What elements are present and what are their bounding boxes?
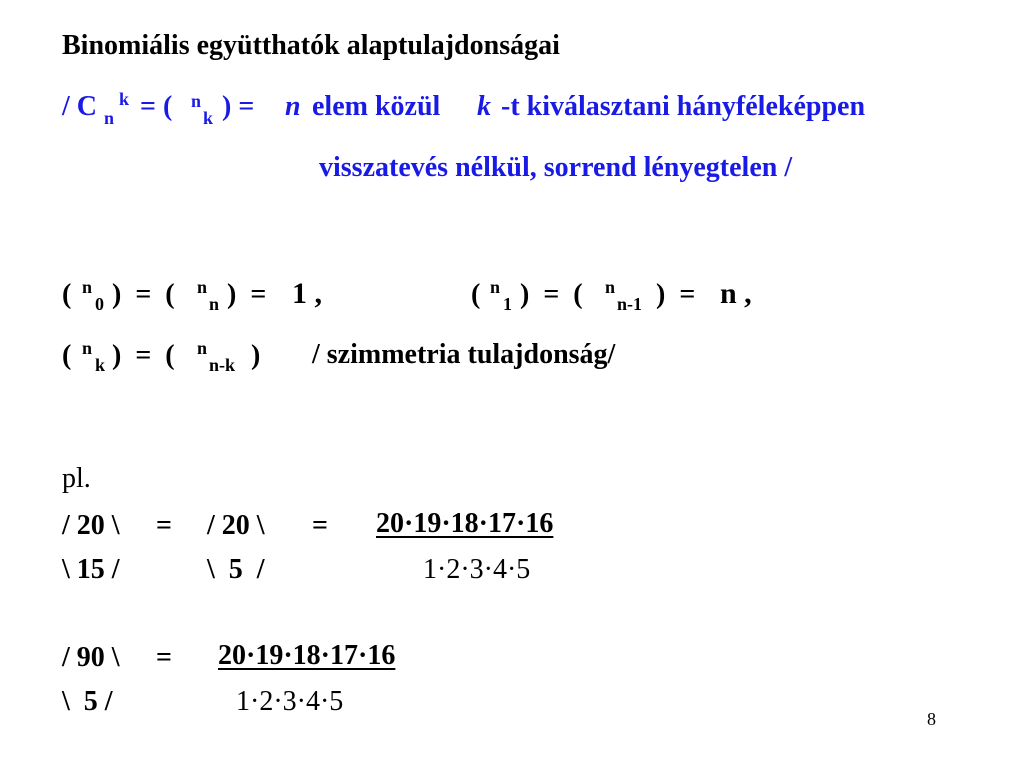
- ex1-numerator: 20·19·18·17·16: [376, 508, 554, 539]
- definition-var-k: k: [477, 91, 491, 122]
- p1-binom1-bottom: 0: [95, 294, 104, 314]
- s-binom1-bottom: k: [95, 355, 106, 375]
- p2-binom2-top: n: [605, 277, 616, 297]
- p1-binom2-top: n: [197, 277, 208, 297]
- ex2-row1-a: / 90 \: [62, 642, 120, 673]
- slide-title: Binomiális együtthatók alaptulajdonságai: [62, 30, 560, 61]
- p1-binom2-bottom: n: [209, 294, 220, 314]
- s-paren-open: (: [62, 340, 72, 371]
- p1-result: 1 ,: [292, 277, 322, 310]
- p2-eq1: ) = (: [520, 279, 583, 310]
- ex1-row1-b: / 20 \: [207, 510, 265, 541]
- example-label: pl.: [62, 463, 91, 494]
- definition-eq-open: = (: [140, 91, 173, 122]
- definition-var-n: n: [285, 91, 301, 122]
- definition-binom-top: n: [191, 91, 202, 111]
- definition-binom-bottom: k: [203, 108, 214, 128]
- definition-text-2: -t kiválasztani hányféleképpen: [501, 91, 866, 122]
- definition-lead: / C: [62, 91, 97, 122]
- p1-eq2: ) =: [227, 279, 274, 310]
- definition-c-sub: n: [104, 108, 115, 128]
- ex2-numerator: 20·19·18·17·16: [218, 640, 396, 671]
- p1-binom1-top: n: [82, 277, 93, 297]
- ex2-denominator: 1·2·3·4·5: [236, 686, 344, 717]
- ex1-row1-eq2: =: [312, 510, 328, 541]
- p1-eq1: ) = (: [112, 279, 175, 310]
- definition-text-1: elem közül: [312, 91, 441, 122]
- ex1-row1-eq: =: [156, 510, 172, 541]
- p2-paren-open: (: [471, 279, 481, 310]
- definition-c-sup: k: [119, 89, 130, 109]
- s-paren-close: ): [251, 340, 261, 371]
- ex2-row2-a: \ 5 /: [62, 686, 113, 717]
- p2-result: n ,: [720, 277, 752, 310]
- ex2-row1-eq: =: [156, 642, 172, 673]
- ex1-row1-a: / 20 \: [62, 510, 120, 541]
- s-binom2-top: n: [197, 338, 208, 358]
- page-number: 8: [927, 709, 936, 729]
- definition-eq-close: ) =: [222, 91, 255, 122]
- s-binom2-bottom: n-k: [209, 355, 236, 375]
- p2-eq2: ) =: [656, 279, 703, 310]
- p2-binom1-top: n: [490, 277, 501, 297]
- ex1-row2-a: \ 15 /: [62, 554, 120, 585]
- symmetry-label: / szimmetria tulajdonság/: [312, 339, 616, 370]
- ex1-row2-b: \ 5 /: [207, 554, 265, 585]
- ex1-denominator: 1·2·3·4·5: [423, 554, 531, 585]
- s-eq: ) = (: [112, 340, 175, 371]
- p2-binom1-bottom: 1: [503, 294, 512, 314]
- s-binom1-top: n: [82, 338, 93, 358]
- definition-line-2: visszatevés nélkül, sorrend lényegtelen /: [319, 152, 793, 183]
- p2-binom2-bottom: n-1: [617, 294, 643, 314]
- paren-open: (: [62, 279, 72, 310]
